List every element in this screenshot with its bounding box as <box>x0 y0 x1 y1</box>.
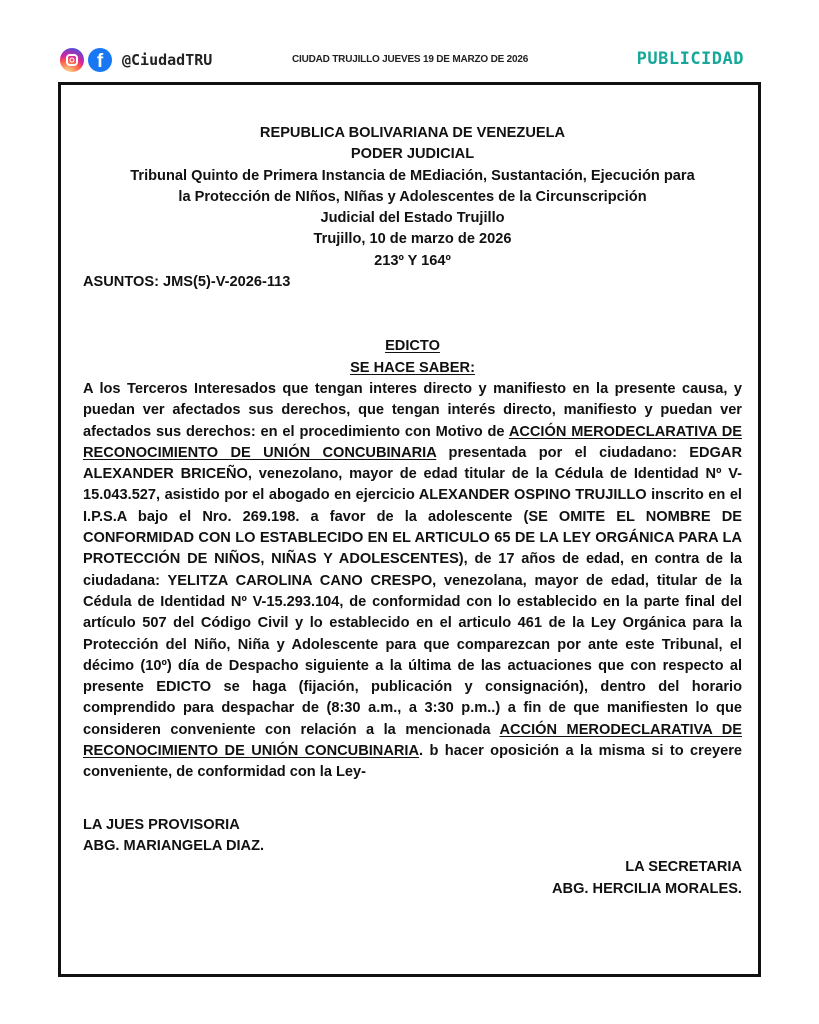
edict-subtitle: SE HACE SABER: <box>350 359 475 376</box>
heading-years: 213º Y 164º <box>374 252 451 269</box>
legal-notice-content <box>83 123 742 900</box>
heading-court-line-2: la Protección de NIños, NIñas y Adolescentes de la Circunscripción <box>178 188 647 205</box>
instagram-icon[interactable] <box>60 48 84 72</box>
edict-title-block <box>83 336 742 379</box>
newspaper-dateline: CIUDAD TRUJILLO JUEVES 19 DE MARZO DE 2026 <box>292 54 529 65</box>
judge-signature <box>83 815 742 858</box>
secretary-title: LA SECRETARIA <box>625 859 742 876</box>
secretary-signature <box>83 857 742 900</box>
action-name-2: ACCIÓN MERODECLARATIVA DE RECONOCIMIENTO DE UNIÓN CONCUBINARIA <box>83 721 742 760</box>
judge-name: ABG. MARIANGELA DIAZ. <box>83 837 265 854</box>
section-label: PUBLICIDAD <box>636 49 744 69</box>
heading-branch: PODER JUDICIAL <box>350 146 475 163</box>
heading-court-line-1: Tribunal Quinto de Primera Instancia de MEdiación, Sustantación, Ejecución para <box>130 167 695 184</box>
case-number: ASUNTOS: JMS(5)-V-2026-113 <box>83 274 291 291</box>
legal-notice-frame <box>58 82 761 977</box>
body-part-1: A los Terceros Interesados que tengan interes directo y manifiesto en la presente causa, y puedan ver afectados sus derechos, que tengan interés directo, manifiesto y puedan ver afectados sus derechos: en el procedimiento con Motivo de <box>83 380 742 440</box>
judge-title: LA JUES PROVISORIA <box>83 816 240 833</box>
edict-body <box>83 379 742 784</box>
body-part-3: . b hacer oposición a la misma si to creyere conveniente, de conformidad con la Ley- <box>83 743 742 781</box>
heading-place-date: Trujillo, 10 de marzo de 2026 <box>313 231 512 248</box>
body-part-2: presentada por el ciudadano: EDGAR ALEXANDER BRICEÑO, venezolano, mayor de edad titular de la Cédula de Identidad Nº V- 15.043.527, asistido por el abogado en ejercicio ALEXANDER OSPINO TRUJILLO inscrito en el I.P.S.A bajo el Nro. 269.198. a favor de la adolescente (SE OMITE EL NOMBRE DE CONFORMIDAD CON LO ESTABLECIDO EN EL ARTICULO 65 DE LA LEY ORGÁNICA PARA LA PROTECCIÓN DE NIÑOS, NIÑAS Y ADOLESCENTES), de 17 años de edad, en contra de la ciudadana: YELITZA CAROLINA CANO CRESPO, venezolana, mayor de edad, titular de la Cédula de Identidad Nº V-15.293.104, de conformidad con lo establecido en la parte final del artículo 507 del Código Civil y lo establecido en el articulo 461 de la Ley Orgánica para la Protección del Niño, Niña y Adolescente para que comparezcan por ante este Tribunal, el décimo (10º) día de Despacho siguiente a la última de las actuaciones que con respecto al presente EDICTO se haga (fijación, publicación y consignación), dentro del horario comprendido para despachar de (8:30 a.m., a 3:30 p.m..) a fin de que manifiesten lo que consideren conveniente con relación a la mencionada <box>83 444 742 738</box>
court-heading <box>83 123 742 272</box>
edict-title: EDICTO <box>385 338 440 355</box>
page-header <box>60 46 760 76</box>
social-handle: @CiudadTRU <box>122 51 213 69</box>
action-name-1: ACCIÓN MERODECLARATIVA DE RECONOCIMIENTO DE UNIÓN CONCUBINARIA <box>83 423 742 461</box>
heading-court-line-3: Judicial del Estado Trujillo <box>320 210 505 227</box>
social-links <box>60 48 212 72</box>
heading-country: REPUBLICA BOLIVARIANA DE VENEZUELA <box>259 125 566 141</box>
secretary-name: ABG. HERCILIA MORALES. <box>552 880 742 897</box>
facebook-icon[interactable]: f <box>88 48 112 72</box>
